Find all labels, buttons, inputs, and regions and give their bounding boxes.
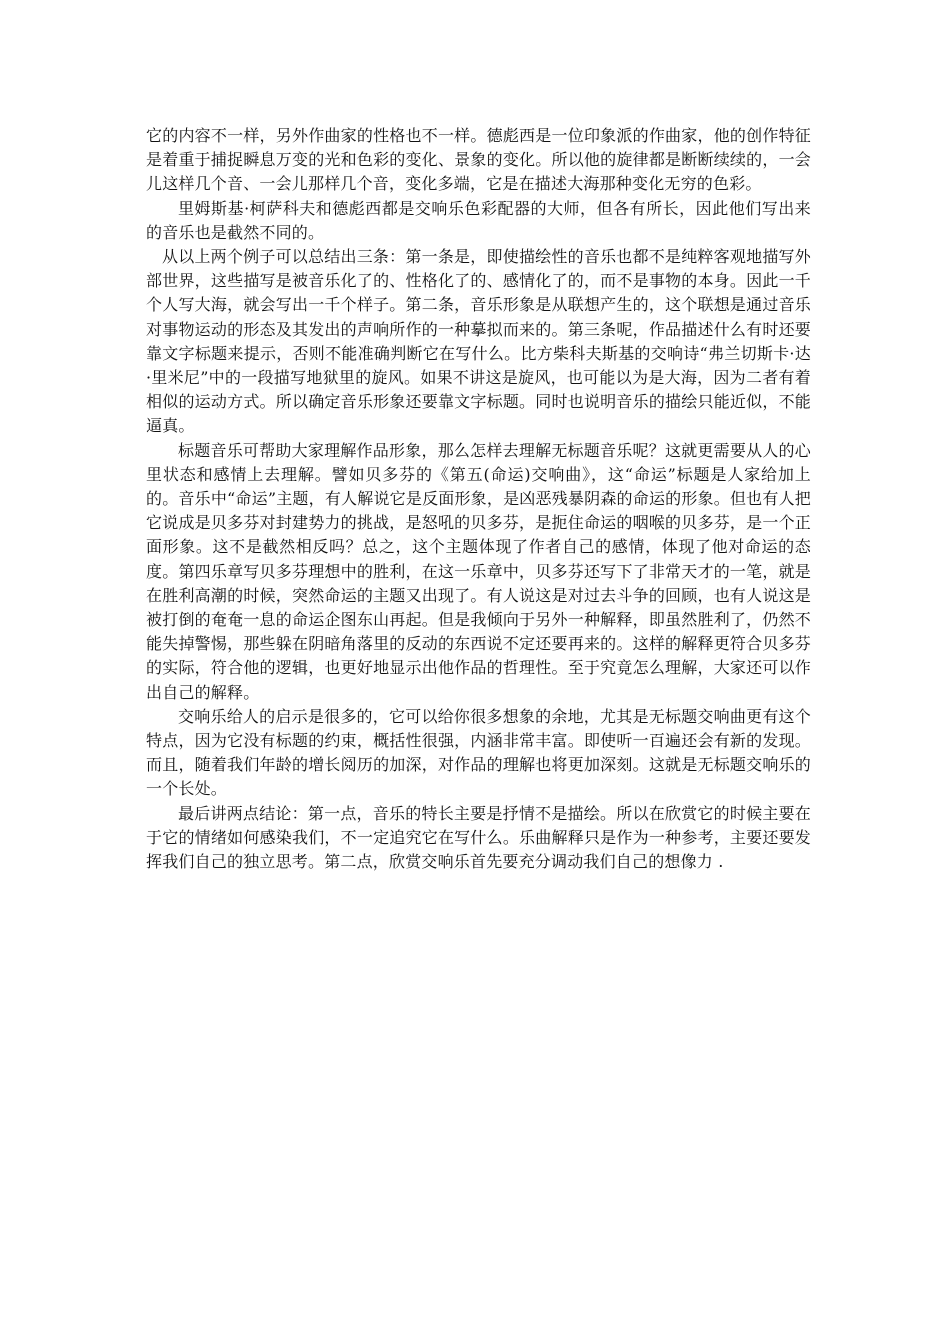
paragraph-symphony-inspiration: 交响乐给人的启示是很多的，它可以给你很多想象的余地，尤其是无标题交响曲更有这个特点，因为它没有标题的约束，概括性很强，内涵非常丰富。即使听一百遍还会有新的发现。而且，随着我们年龄的增长阅历的加深，对作品的理解也将更加深刻。这就是无标题交响乐的一个长处。 — [146, 706, 811, 799]
paragraph-three-conclusions: 从以上两个例子可以总结出三条：第一条是，即使描绘性的音乐也都不是纯粹客观地描写外部世界，这些描写是被音乐化了的、性格化了的、感情化了的，而不是事物的本身。因此一千个人写大海，就会写出一千个样子。第二条，音乐形象是从联想产生的，这个联想是通过音乐对事物运动的形态及其发出的声响所作的一种摹拟而来的。第三条呢，作品描述什么有时还要靠文字标题来提示，否则不能准确判断它在写什么。比方柴科夫斯基的交响诗“弗兰切斯卡·达·里米尼”中的一段描写地狱里的旋风。如果不讲这是旋风，也可能以为是大海，因为二者有着相似的运动方式。所以确定音乐形象还要靠文字标题。同时也说明音乐的描绘只能近似，不能逼真。 — [146, 247, 811, 436]
paragraph-untitled-music: 标题音乐可帮助大家理解作品形象，那么怎样去理解无标题音乐呢？这就更需要从人的心里状态和感情上去理解。譬如贝多芬的《第五(命运)交响曲》，这“命运”标题是人家给加上的。音乐中“命运”主题，有人解说它是反面形象，是凶恶残暴阴森的命运的形象。但也有人把它说成是贝多芬对封建势力的挑战，是怒吼的贝多芬，是扼住命运的咽喉的贝多芬，是一个正面形象。这不是截然相反吗？总之，这个主题体现了作者自己的感情，体现了他对命运的态度。第四乐章写贝多芬理想中的胜利，在这一乐章中，贝多芬还写下了非常天才的一笔，就是在胜利高潮的时候，突然命运的主题又出现了。有人说这是对过去斗争的回顾，也有人说这是被打倒的奄奄一息的命运企图东山再起。但是我倾向于另外一种解释，即虽然胜利了，仍然不能失掉警惕，那些躲在阴暗角落里的反动的东西说不定还要再来的。这样的解释更符合贝多芬的实际，符合他的逻辑，也更好地显示出他作品的哲理性。至于究竟怎么理解，大家还可以作出自己的解释。 — [146, 440, 811, 702]
paragraph-final-conclusions: 最后讲两点结论：第一点，音乐的特长主要是抒情不是描绘。所以在欣赏它的时候主要在于它的情绪如何感染我们，不一定追究它在写什么。乐曲解释只是作为一种参考，主要还要发挥我们自己的独立思考。第二点，欣赏交响乐首先要充分调动我们自己的想像力 . — [146, 803, 811, 872]
paragraph-orchestration-masters: 里姆斯基·柯萨科夫和德彪西都是交响乐色彩配器的大师，但各有所长，因此他们写出来的音乐也是截然不同的。 — [146, 198, 811, 242]
document-body — [146, 124, 811, 874]
paragraph-debussy-style: 它的内容不一样，另外作曲家的性格也不一样。德彪西是一位印象派的作曲家，他的创作特征是着重于捕捉瞬息万变的光和色彩的变化、景象的变化。所以他的旋律都是断断续续的，一会儿这样几个音、一会儿那样几个音，变化多端，它是在描述大海那种变化无穷的色彩。 — [146, 126, 811, 194]
